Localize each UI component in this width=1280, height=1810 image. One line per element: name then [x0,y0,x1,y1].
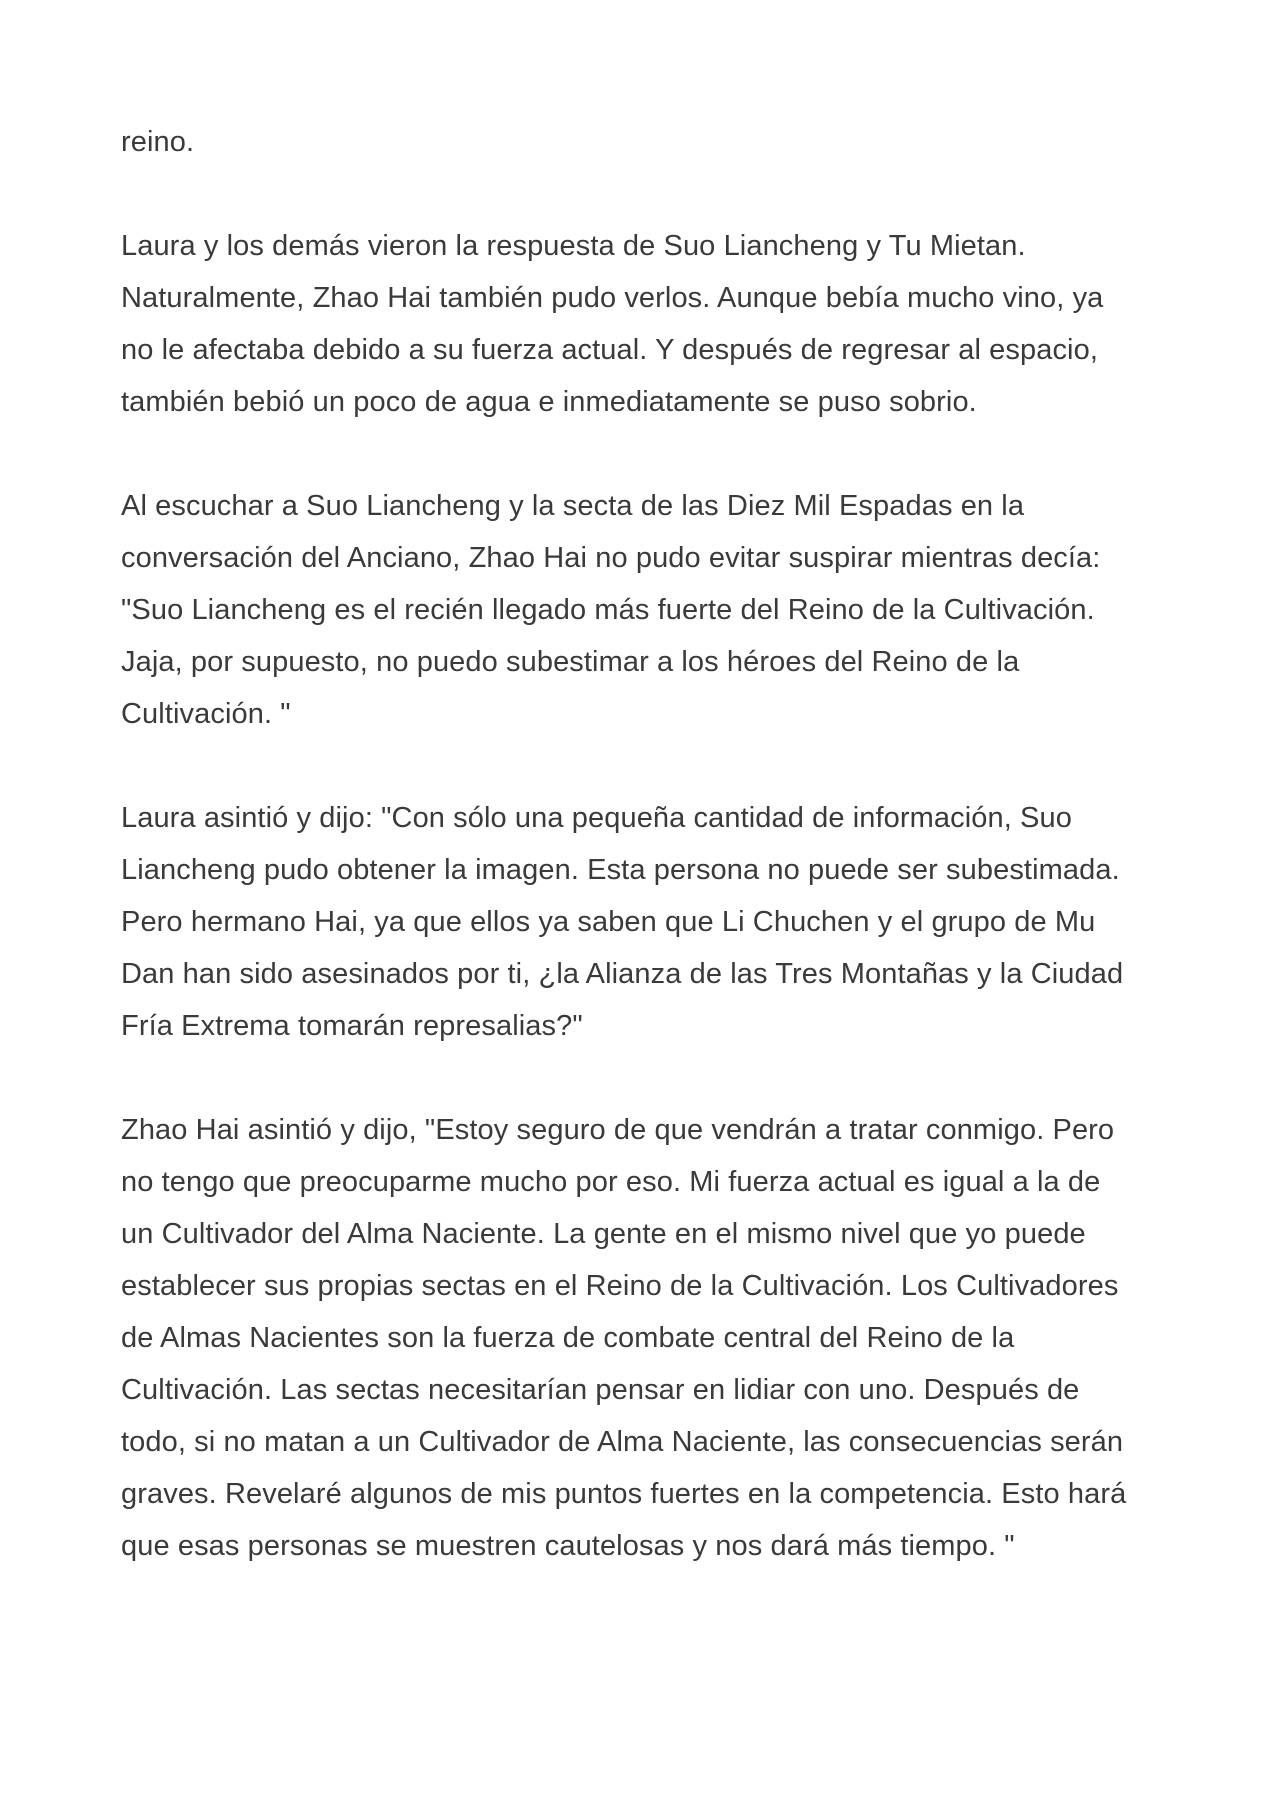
text-line: Dan han sido asesinados por ti, ¿la Alianza de las Tres Montañas y la Ciudad [121,958,1124,990]
text-line: no tengo que preocuparme mucho por eso. Mi fuerza actual es igual a la de [121,1166,1101,1198]
paragraph-1 [121,116,1181,168]
text-line: de Almas Nacientes son la fuerza de combate central del Reino de la [121,1322,1015,1354]
text-line: un Cultivador del Alma Naciente. La gente en el mismo nivel que yo puede [121,1218,1086,1250]
paragraph-4 [121,792,1181,1052]
paragraph-5 [121,1104,1181,1572]
text-line: Laura y los demás vieron la respuesta de Suo Liancheng y Tu Mietan. [121,230,1026,262]
text-line: no le afectaba debido a su fuerza actual. Y después de regresar al espacio, [121,334,1098,366]
paragraph-3 [121,480,1181,740]
text-line: "Suo Liancheng es el recién llegado más fuerte del Reino de la Cultivación. [121,594,1095,626]
document-body [121,116,1181,1572]
text-line: establecer sus propias sectas en el Reino de la Cultivación. Los Cultivadores [121,1270,1119,1302]
text-line: todo, si no matan a un Cultivador de Alma Naciente, las consecuencias serán [121,1426,1124,1458]
text-line: Naturalmente, Zhao Hai también pudo verlos. Aunque bebía mucho vino, ya [121,282,1104,314]
text-line: conversación del Anciano, Zhao Hai no pudo evitar suspirar mientras decía: [121,542,1101,574]
text-line: Al escuchar a Suo Liancheng y la secta de las Diez Mil Espadas en la [121,490,1025,522]
text-line: Laura asintió y dijo: "Con sólo una pequeña cantidad de información, Suo [121,802,1072,834]
text-line: que esas personas se muestren cautelosas y nos dará más tiempo. " [121,1530,1015,1562]
text-line: Pero hermano Hai, ya que ellos ya saben que Li Chuchen y el grupo de Mu [121,906,1096,938]
text-line: Zhao Hai asintió y dijo, "Estoy seguro de que vendrán a tratar conmigo. Pero [121,1114,1115,1146]
text-line: Cultivación. Las sectas necesitarían pensar en lidiar con uno. Después de [121,1374,1080,1406]
text-line: Liancheng pudo obtener la imagen. Esta persona no puede ser subestimada. [121,854,1120,886]
text-line: también bebió un poco de agua e inmediatamente se puso sobrio. [121,386,977,418]
paragraph-2 [121,220,1181,428]
text-line: Fría Extrema tomarán represalias?" [121,1010,583,1042]
text-line: reino. [121,126,195,158]
text-line: Jaja, por supuesto, no puedo subestimar a los héroes del Reino de la [121,646,1020,678]
text-line: graves. Revelaré algunos de mis puntos fuertes en la competencia. Esto hará [121,1478,1127,1510]
text-line: Cultivación. " [121,698,291,730]
